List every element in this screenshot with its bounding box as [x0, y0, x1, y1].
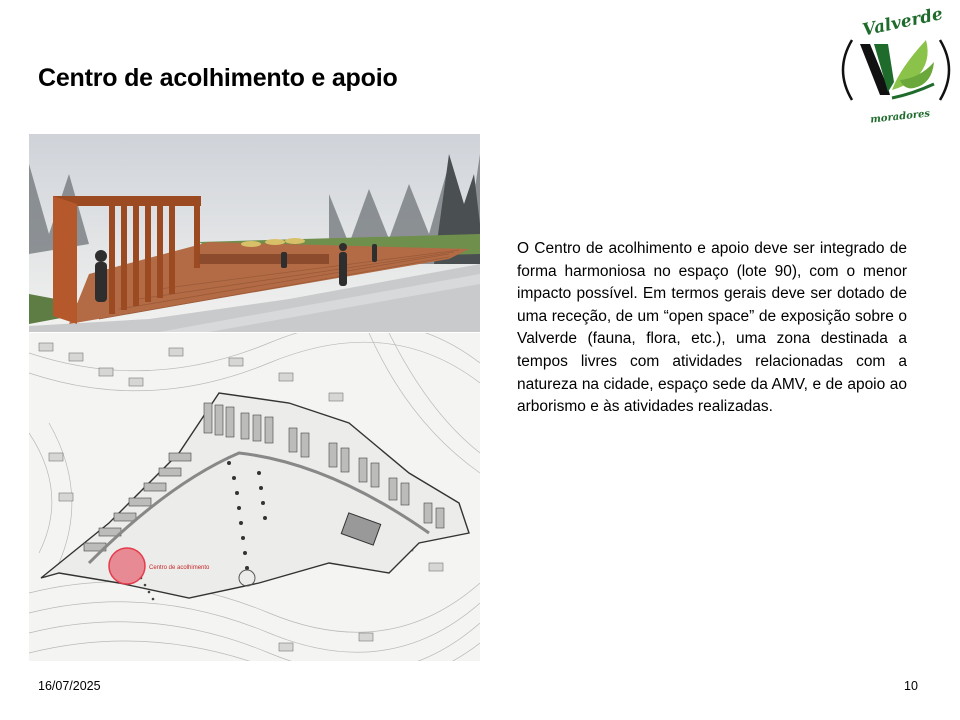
valverde-moradores-logo — [830, 0, 960, 130]
architectural-render-image — [29, 134, 480, 332]
slide-title: Centro de acolhimento e apoio — [38, 64, 398, 92]
logo-subtitle: moradores — [869, 108, 931, 126]
site-plan-image — [29, 333, 480, 661]
page-number: 10 — [904, 679, 918, 693]
slide-body-text: O Centro de acolhimento e apoio deve ser integrado de forma harmoniosa no espaço (lote 90), com o menor impacto possível. Em termos gerais deve ser dotado de uma receção, de um “open space” de exposição sobre o Valverde (fauna, flora, etc.), uma zona destinada a tempos livres com atividades relacionadas com a natureza na cidade, espaço sede da AMV, e de apoio ao arborismo e às atividades realizadas. — [517, 240, 907, 416]
site-plan-marker-label: Centro de acolhimento — [149, 565, 210, 571]
logo-name: Valverde — [860, 4, 945, 41]
slide-date: 16/07/2025 — [38, 679, 101, 693]
